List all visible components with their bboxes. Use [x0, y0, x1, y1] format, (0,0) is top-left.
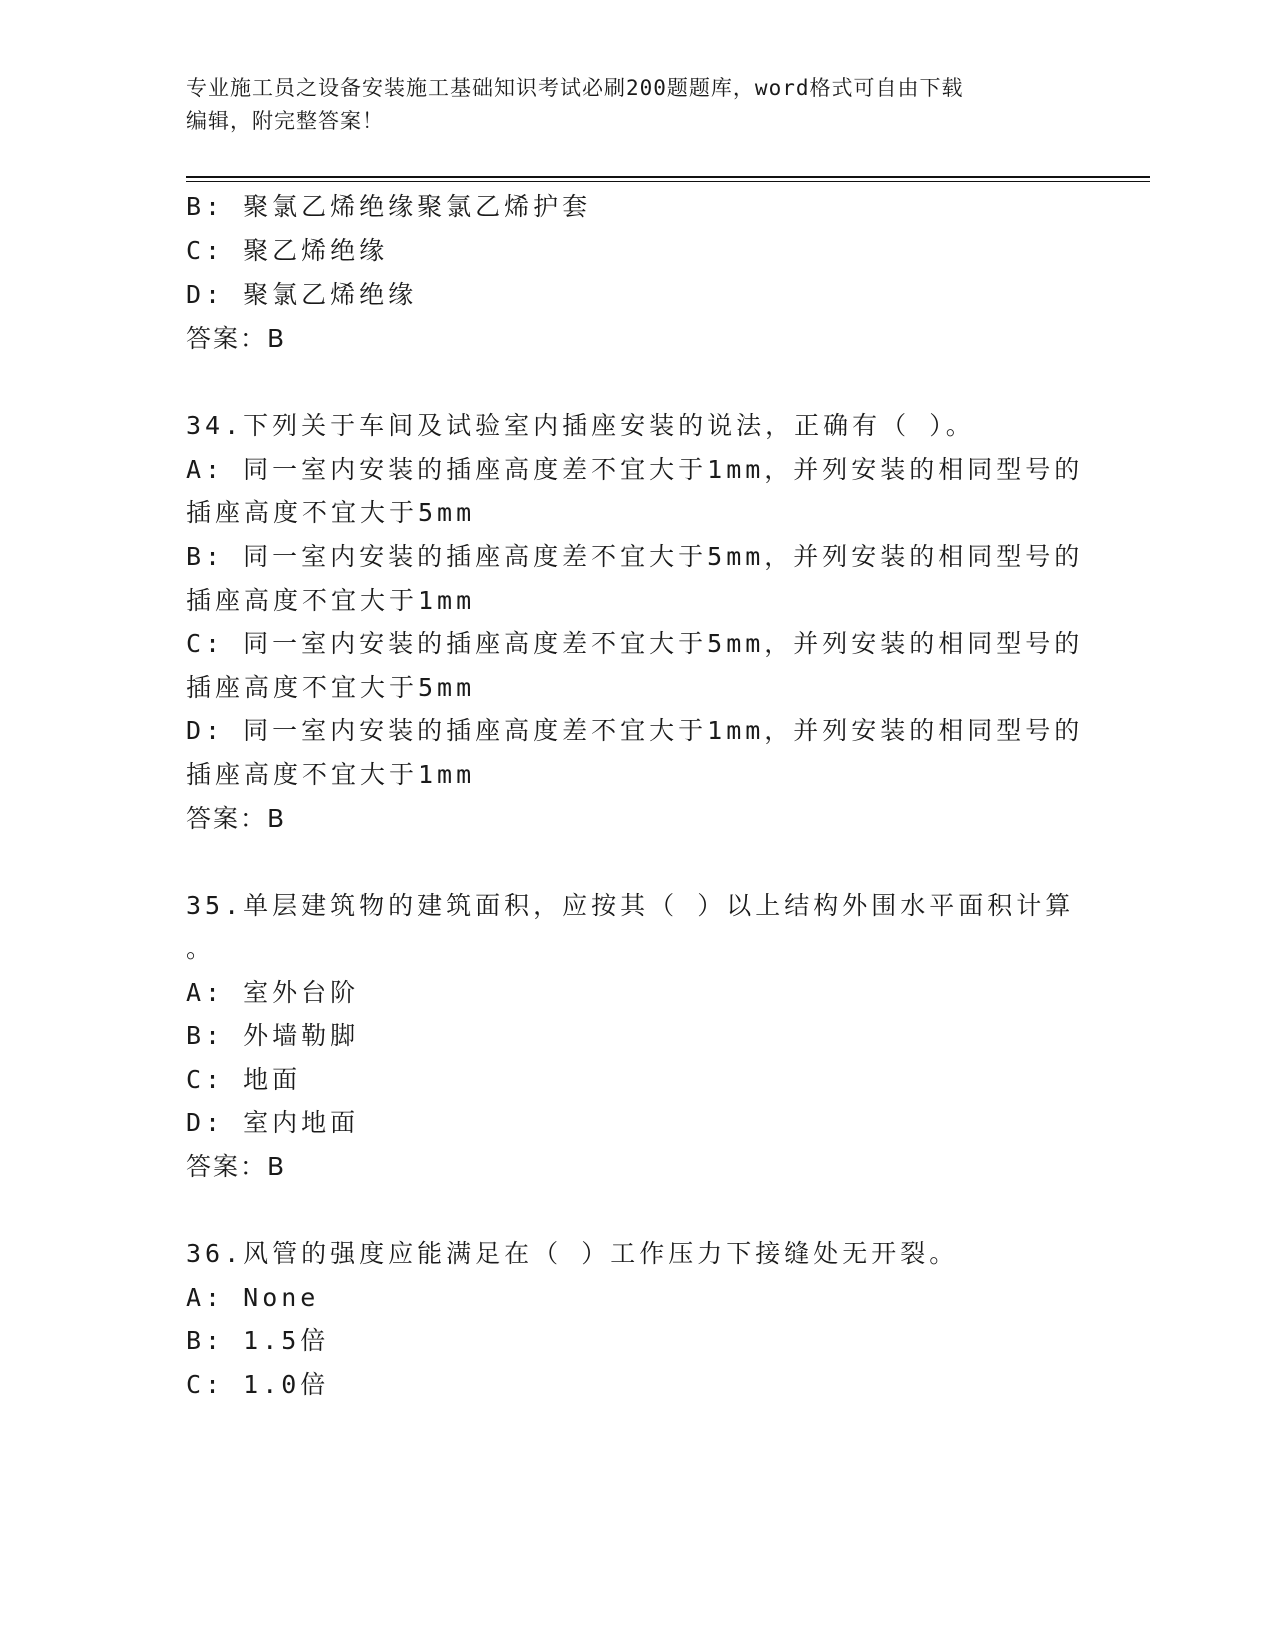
q33-option-b: B: 聚氯乙烯绝缘聚氯乙烯护套 — [186, 192, 592, 221]
q36-option-b: B: 1.5倍 — [186, 1326, 330, 1355]
q34-option-d-line2: 插座高度不宜大于1mm — [186, 760, 476, 789]
q34-option-b-line2: 插座高度不宜大于1mm — [186, 586, 476, 615]
q35-option-b: B: 外墙勒脚 — [186, 1021, 360, 1050]
q34-stem: 34.下列关于车间及试验室内插座安装的说法，正确有（ ）。 — [186, 411, 975, 440]
q35-option-a: A: 室外台阶 — [186, 978, 360, 1007]
header-line-1: 专业施工员之设备安装施工基础知识考试必刷200题题库，word格式可自由下载 — [186, 76, 964, 100]
q35-stem-line2: 。 — [186, 934, 216, 963]
document-header — [186, 72, 1086, 138]
q34-option-c-line1: C: 同一室内安装的插座高度差不宜大于5mm，并列安装的相同型号的 — [186, 629, 1084, 658]
q34-option-d-line1: D: 同一室内安装的插座高度差不宜大于1mm，并列安装的相同型号的 — [186, 716, 1084, 745]
q35-stem-line1: 35.单层建筑物的建筑面积，应按其（ ）以上结构外围水平面积计算 — [186, 891, 1075, 920]
header-divider-thick — [186, 176, 1150, 178]
q35-option-c: C: 地面 — [186, 1065, 302, 1094]
header-line-2: 编辑，附完整答案！ — [186, 109, 384, 133]
q34-answer: 答案：B — [186, 804, 287, 833]
q35-option-d: D: 室内地面 — [186, 1108, 360, 1137]
header-divider-thin — [186, 181, 1150, 182]
q36-option-a: A: None — [186, 1283, 320, 1312]
q36-stem: 36.风管的强度应能满足在（ ）工作压力下接缝处无开裂。 — [186, 1239, 959, 1268]
q33-option-d: D: 聚氯乙烯绝缘 — [186, 280, 418, 309]
q33-answer: 答案：B — [186, 324, 287, 353]
q34-option-a-line1: A: 同一室内安装的插座高度差不宜大于1mm，并列安装的相同型号的 — [186, 455, 1084, 484]
q33-option-c: C: 聚乙烯绝缘 — [186, 236, 389, 265]
q34-option-b-line1: B: 同一室内安装的插座高度差不宜大于5mm，并列安装的相同型号的 — [186, 542, 1084, 571]
q34-option-c-line2: 插座高度不宜大于5mm — [186, 673, 476, 702]
q35-answer: 答案：B — [186, 1152, 287, 1181]
q36-option-c: C: 1.0倍 — [186, 1370, 330, 1399]
q34-option-a-line2: 插座高度不宜大于5mm — [186, 498, 476, 527]
